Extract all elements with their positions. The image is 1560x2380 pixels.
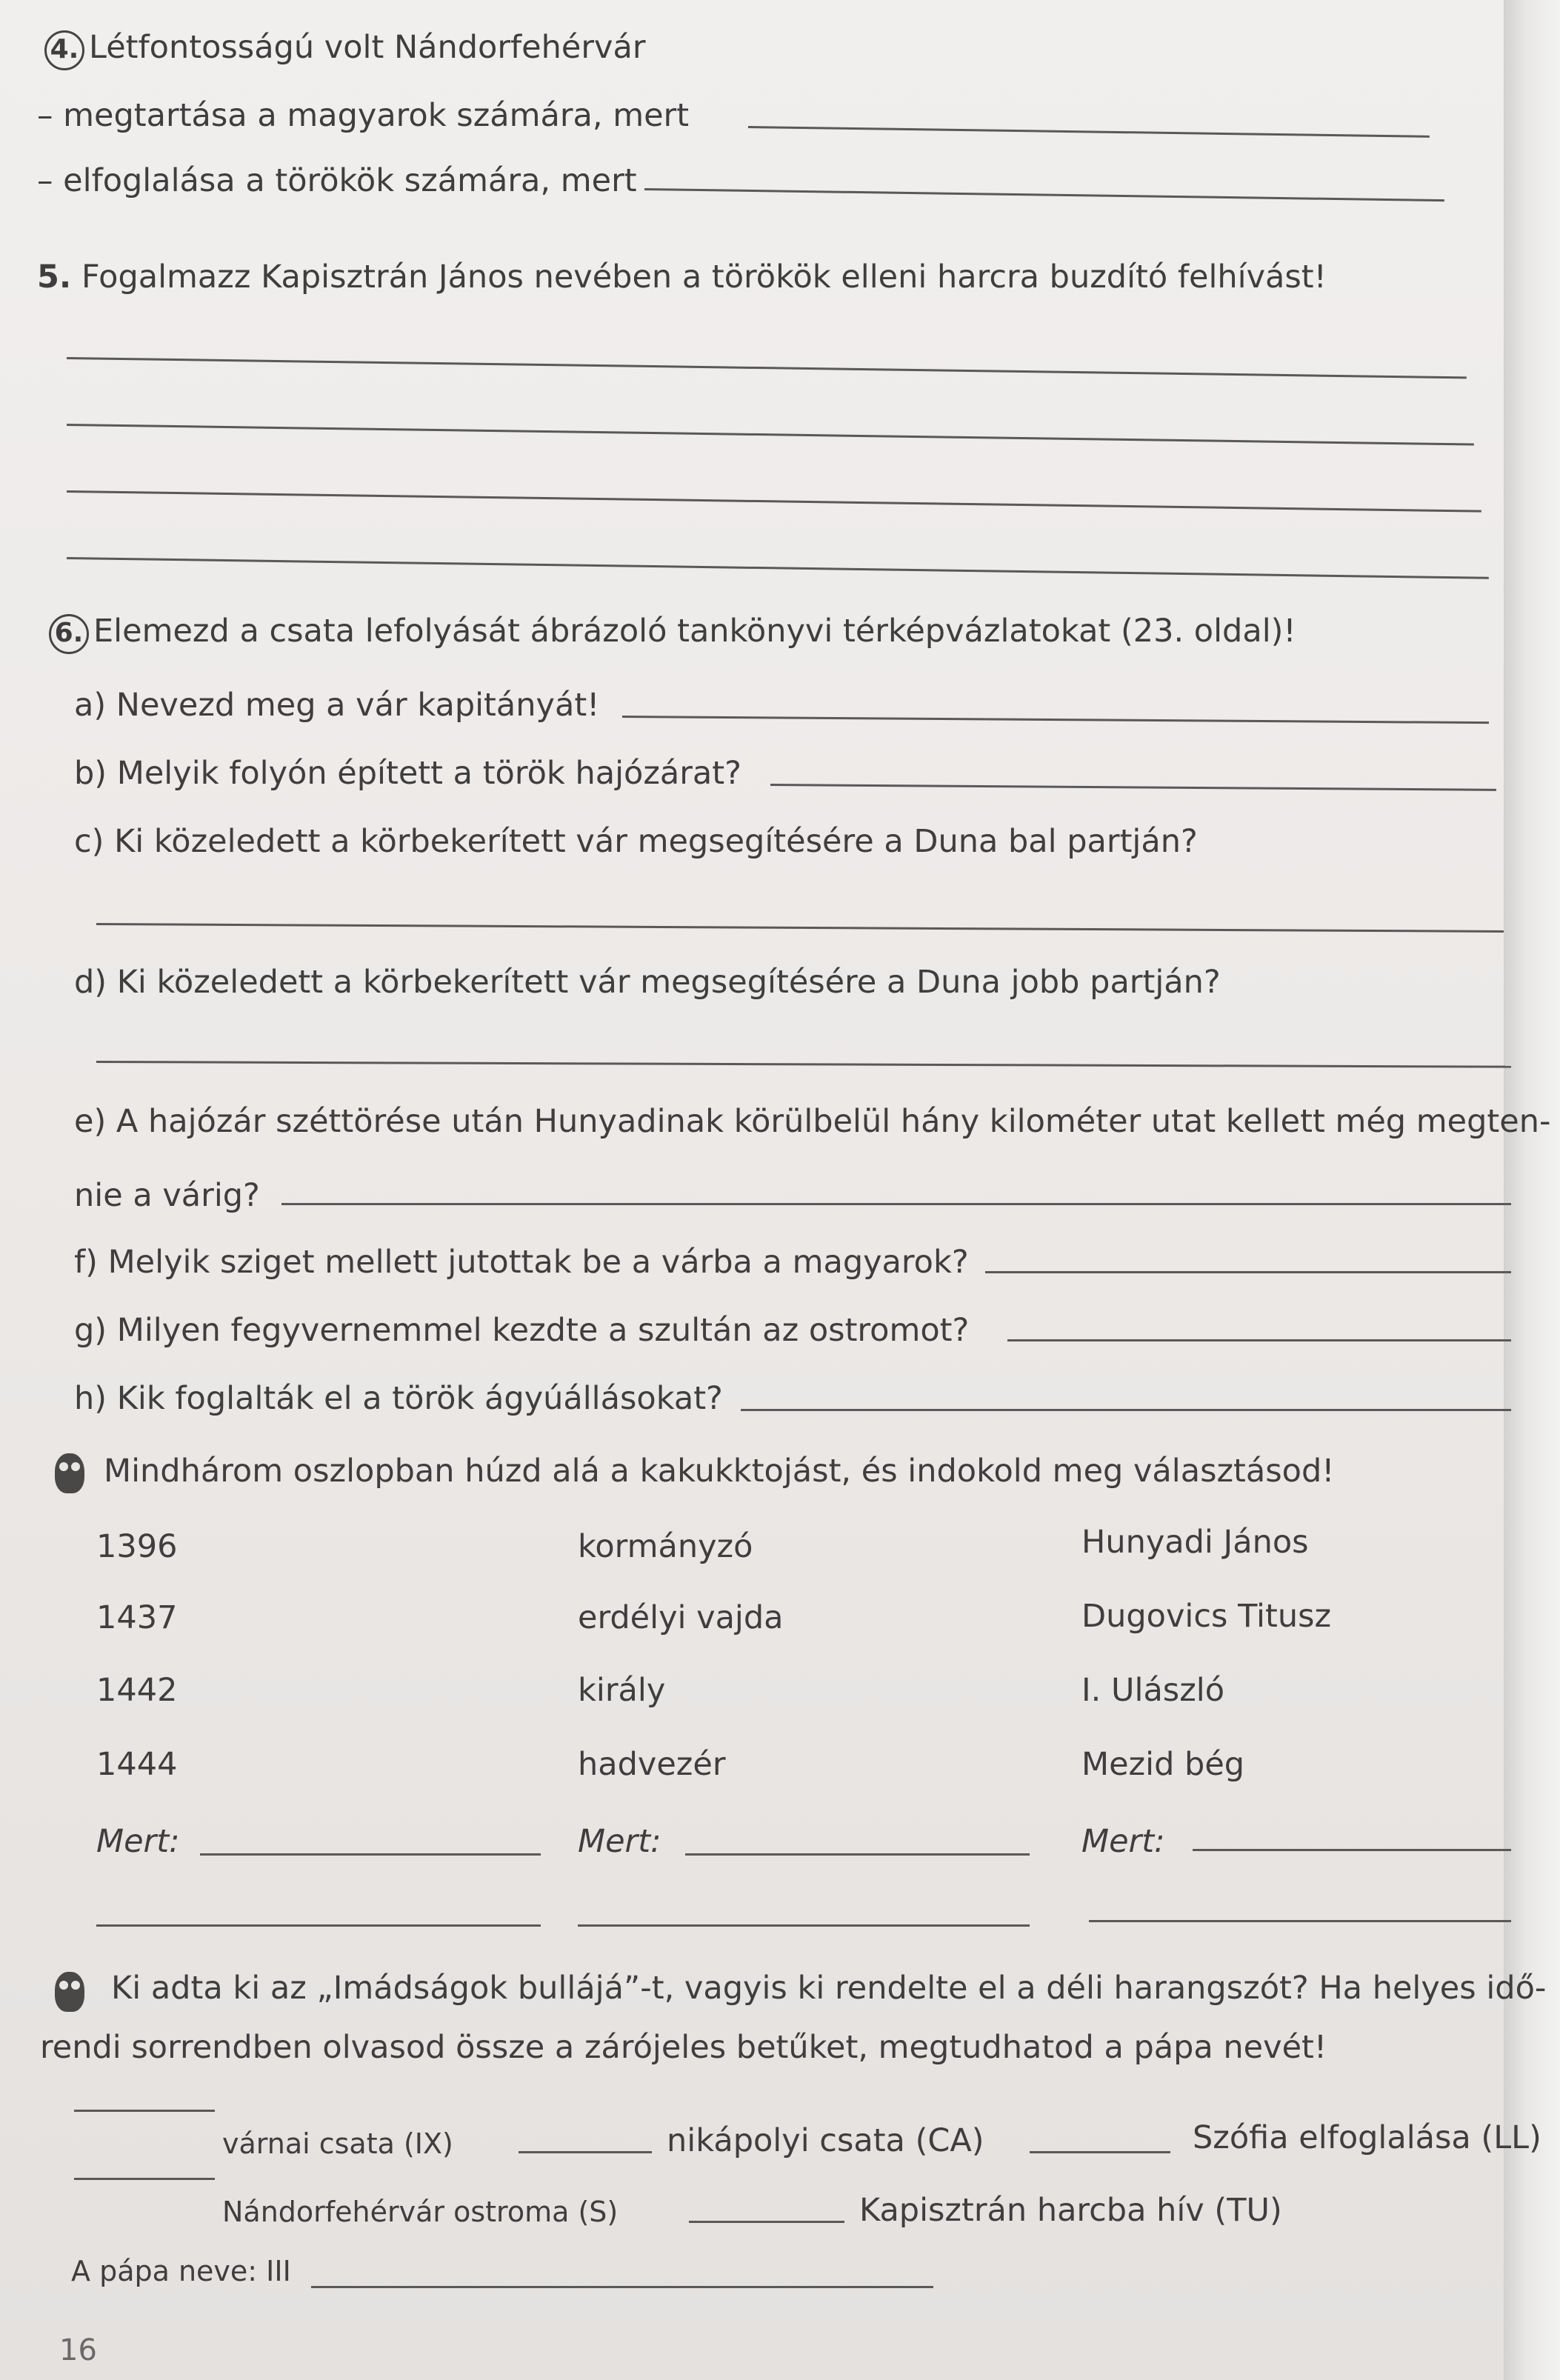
event-nikapoly: nikápolyi csata (CA)	[667, 2122, 984, 2159]
task6-e2: nie a várig?	[74, 1177, 260, 1214]
task6-number: 6.	[49, 614, 89, 654]
task4-title: Létfontosságú volt Nándorfehérvár	[89, 29, 646, 66]
col1-item[interactable]: 1396	[96, 1528, 178, 1565]
col3-item[interactable]: Dugovics Titusz	[1081, 1598, 1332, 1635]
event-szofia: Szófia elfoglalása (LL)	[1193, 2119, 1541, 2156]
task5-heading	[37, 256, 1327, 298]
col2-item[interactable]: hadvezér	[578, 1746, 726, 1783]
answer-line[interactable]	[1089, 1920, 1511, 1922]
answer-line[interactable]	[689, 2221, 844, 2223]
task6-b: b) Melyik folyón épített a török hajózárat?	[74, 755, 741, 792]
task4-line2: – elfoglalása a törökök számára, mert	[37, 162, 637, 199]
task6-e1: e) A hajózár széttörése után Hunyadinak körülbelül hány kilométer utat kellett még megten-	[74, 1103, 1551, 1140]
event-nandorfehervar: Nándorfehérvár ostroma (S)	[222, 2196, 619, 2228]
task6-a: a) Nevezd meg a vár kapitányát!	[74, 687, 600, 724]
page-edge	[1504, 0, 1560, 2380]
owl-icon	[55, 1972, 84, 2012]
task4-line1: – megtartása a magyarok számára, mert	[37, 97, 690, 134]
col2-item[interactable]: király	[578, 1672, 666, 1709]
col3-item[interactable]: I. Ulászló	[1081, 1672, 1225, 1709]
answer-line[interactable]	[985, 1271, 1511, 1273]
page-number: 16	[59, 2333, 97, 2367]
task6-g: g) Milyen fegyvernemmel kezdte a szultán az ostromot?	[74, 1312, 970, 1349]
answer-line[interactable]	[1007, 1339, 1511, 1341]
col1-item[interactable]: 1444	[96, 1746, 178, 1783]
task6-d: d) Ki közeledett a körbekerített vár megsegítésére a Duna jobb partján?	[74, 964, 1221, 1001]
col3-item[interactable]: Mezid bég	[1081, 1746, 1245, 1783]
answer-line[interactable]	[96, 1924, 541, 1927]
task8-prompt1: Ki adta ki az „Imádságok bullájá”-t, vagyis ki rendelte el a déli harangszót? Ha helyes idő-	[111, 1970, 1547, 2007]
task8-prompt2: rendi sorrendben olvasod össze a zárójeles betűket, megtudhatod a pápa nevét!	[40, 2029, 1327, 2066]
answer-line[interactable]	[578, 1924, 1030, 1927]
task4-number: 4.	[44, 30, 84, 70]
answer-line[interactable]	[74, 2110, 215, 2112]
pope-name-label: A pápa neve: III	[71, 2255, 291, 2287]
task5-number: 5.	[37, 259, 72, 296]
task5-prompt: Fogalmazz Kapisztrán János nevében a törökök elleni harcra buzdító felhívást!	[81, 259, 1327, 296]
col3-item[interactable]: Hunyadi János	[1081, 1524, 1309, 1561]
mert-label-3: Mert:	[1081, 1823, 1165, 1860]
answer-line[interactable]	[311, 2286, 933, 2288]
answer-line[interactable]	[685, 1853, 1030, 1856]
answer-line[interactable]	[519, 2151, 652, 2153]
event-kapisztran: Kapisztrán harcba hív (TU)	[859, 2192, 1282, 2229]
task6-h: h) Kik foglalták el a török ágyúállásokat?	[74, 1380, 723, 1417]
answer-line[interactable]	[200, 1853, 541, 1856]
task6-c: c) Ki közeledett a körbekerített vár megsegítésére a Duna bal partján?	[74, 823, 1198, 860]
mert-label-2: Mert:	[578, 1823, 661, 1860]
answer-line[interactable]	[281, 1203, 1511, 1205]
task7-prompt: Mindhárom oszlopban húzd alá a kakukktojást, és indokold meg választásod!	[104, 1453, 1335, 1490]
col1-item[interactable]: 1437	[96, 1599, 178, 1636]
answer-line[interactable]	[74, 2178, 215, 2180]
answer-line[interactable]	[1030, 2151, 1170, 2153]
answer-line[interactable]	[741, 1409, 1511, 1411]
task6-f: f) Melyik sziget mellett jutottak be a várba a magyarok?	[74, 1244, 969, 1281]
col2-item[interactable]: kormányzó	[578, 1528, 753, 1565]
task6-heading	[49, 610, 1296, 654]
col2-item[interactable]: erdélyi vajda	[578, 1599, 784, 1636]
event-varna: várnai csata (IX)	[222, 2127, 453, 2160]
col1-item[interactable]: 1442	[96, 1672, 178, 1709]
answer-line[interactable]	[1193, 1849, 1511, 1851]
task4-heading	[44, 27, 646, 70]
owl-icon	[55, 1453, 84, 1493]
mert-label-1: Mert:	[96, 1823, 180, 1860]
task6-prompt: Elemezd a csata lefolyását ábrázoló tankönyvi térképvázlatokat (23. oldal)!	[93, 613, 1296, 650]
